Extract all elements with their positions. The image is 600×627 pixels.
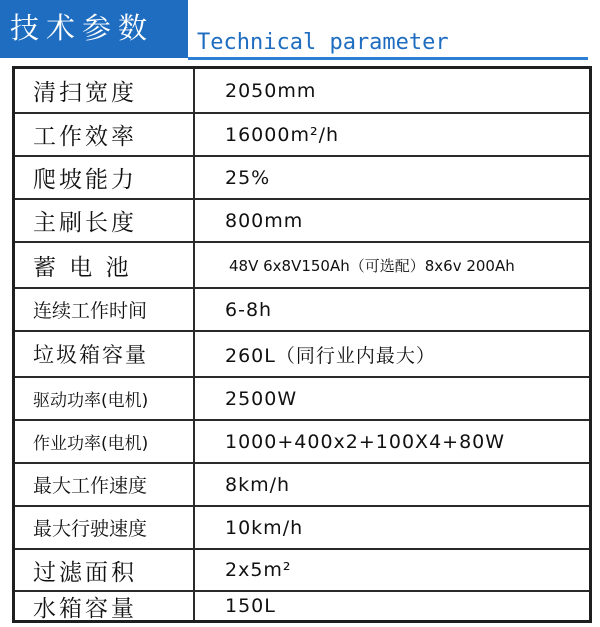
- row-value: 8km/h: [225, 473, 291, 496]
- page-title: 技术参数: [10, 11, 155, 45]
- row-label: 爬坡能力: [15, 157, 195, 198]
- row-value: 2500W: [225, 387, 298, 410]
- table-row: [15, 69, 589, 114]
- header-underline: [188, 57, 588, 60]
- table-row: [15, 464, 589, 507]
- table-row: [15, 157, 589, 200]
- row-label: 主刷长度: [15, 200, 195, 241]
- row-label: 蓄 电 池: [15, 243, 195, 287]
- row-label: 清扫宽度: [15, 69, 195, 112]
- row-label: 连续工作时间: [15, 289, 195, 330]
- row-value: 1000+400x2+100X4+80W: [225, 430, 506, 453]
- table-row: [15, 243, 589, 289]
- table-row: [15, 114, 589, 157]
- row-label: 驱动功率(电机): [15, 378, 195, 419]
- row-label: 作业功率(电机): [15, 421, 195, 462]
- row-value: 16000m²/h: [225, 123, 340, 146]
- table-row: [15, 378, 589, 421]
- header-block: [0, 0, 188, 58]
- row-label: 水箱容量: [15, 592, 195, 620]
- table-row: [15, 421, 589, 464]
- row-value: 2050mm: [225, 79, 317, 102]
- table-row: [15, 200, 589, 243]
- row-value: 6-8h: [225, 298, 273, 321]
- row-value: 48V 6x8V150Ah（可选配）8x6v 200Ah: [229, 256, 515, 275]
- row-label: 过滤面积: [15, 550, 195, 590]
- row-value: 10km/h: [225, 516, 304, 539]
- row-label: 最大行驶速度: [15, 507, 195, 548]
- row-label: 最大工作速度: [15, 464, 195, 505]
- table-row: [15, 592, 589, 620]
- row-value: 2x5m²: [225, 559, 292, 581]
- row-value: 260L（同行业内最大）: [225, 344, 436, 367]
- page-subtitle: Technical parameter: [197, 30, 449, 55]
- row-label: 工作效率: [15, 114, 195, 155]
- table-row: [15, 550, 589, 592]
- table-row: [15, 507, 589, 550]
- row-value: 800mm: [225, 209, 304, 232]
- spec-table: [12, 66, 592, 623]
- table-row: [15, 289, 589, 332]
- table-row: [15, 332, 589, 378]
- row-value: 150L: [225, 595, 276, 617]
- row-label: 垃圾箱容量: [15, 332, 195, 376]
- row-value: 25%: [225, 166, 271, 189]
